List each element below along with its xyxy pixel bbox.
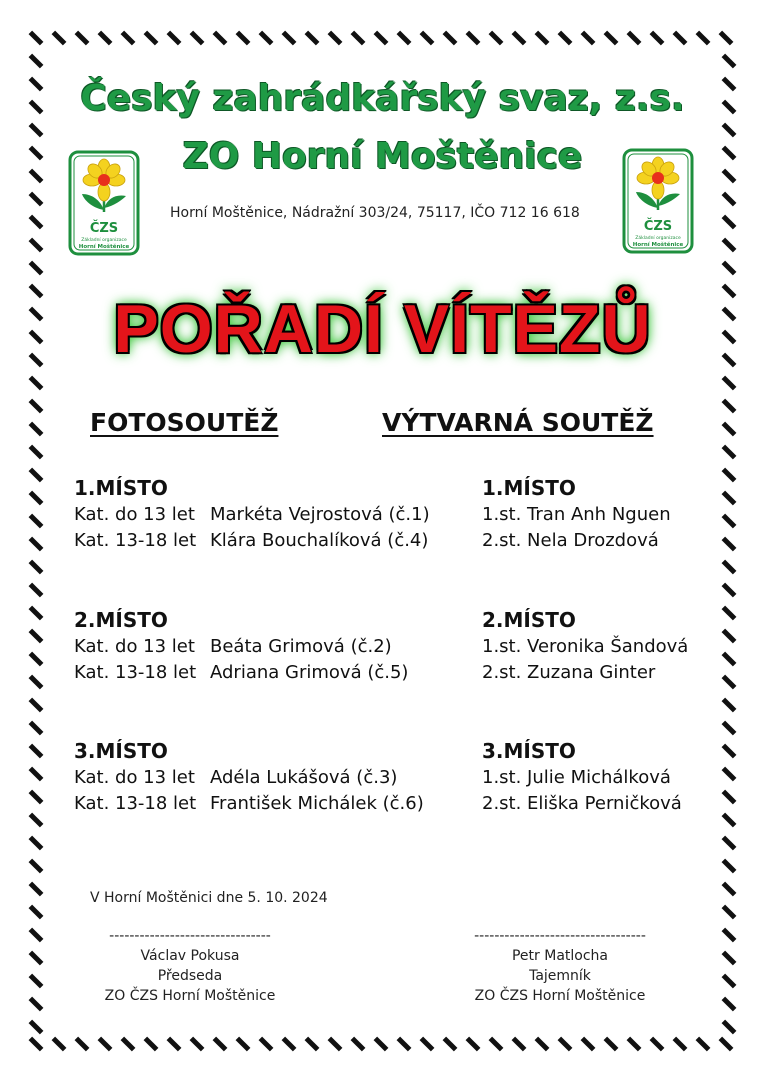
signer-name: Petr Matlocha [511, 948, 608, 964]
result-row [74, 502, 430, 528]
border-dash [650, 31, 665, 46]
border-dash [420, 1037, 435, 1052]
result-row [74, 634, 408, 660]
border-dash [722, 583, 737, 598]
border-dash [420, 31, 435, 46]
art-place-2 [482, 606, 688, 686]
border-dash [351, 31, 366, 46]
border-dash [351, 1037, 366, 1052]
border-dash [604, 1037, 619, 1052]
border-dash [722, 399, 737, 414]
border-dash [29, 491, 44, 506]
logo-caption-1: Základní organizace [635, 236, 681, 241]
border-dash [443, 1037, 458, 1052]
czs-logo-left [68, 150, 140, 256]
border-dash [29, 31, 44, 46]
logo-abbr: ČZS [643, 219, 673, 234]
border-dash [29, 836, 44, 851]
border-dash [52, 1037, 67, 1052]
border-dash [722, 790, 737, 805]
place-title: 1.MÍSTO [74, 476, 168, 500]
border-dash [75, 1037, 90, 1052]
signer-org: ZO ČZS Horní Moštěnice [104, 988, 276, 1004]
signature-line: ---------------------------------- [474, 928, 646, 944]
border-dash [29, 399, 44, 414]
border-dash [722, 1020, 737, 1035]
border-dash [29, 468, 44, 483]
border-dash [722, 836, 737, 851]
border-dash [29, 790, 44, 805]
art-place-1 [482, 474, 671, 554]
result-row [74, 791, 424, 817]
border-dash [535, 31, 550, 46]
signer-role: Tajemník [529, 968, 591, 984]
border-dash [722, 261, 737, 276]
border-dash [722, 767, 737, 782]
border-dash [581, 1037, 596, 1052]
result-row: 1.st. Tran Anh Nguen [482, 504, 671, 525]
border-dash [722, 468, 737, 483]
address-line: Horní Moštěnice, Nádražní 303/24, 75117, IČO 712 16 618 [170, 205, 580, 221]
border-dash [259, 31, 274, 46]
logo-caption-2: Horní Moštěnice [78, 244, 130, 250]
border-dash [673, 1037, 688, 1052]
place-title: 3.MÍSTO [482, 739, 576, 763]
border-dash [236, 31, 251, 46]
border-dash [52, 31, 67, 46]
border-dash [29, 215, 44, 230]
heading-photo-contest: FOTOSOUTĚŽ [90, 408, 279, 437]
result-row [74, 528, 430, 554]
border-dash [650, 1037, 665, 1052]
category: Kat. 13-18 let [74, 662, 197, 683]
border-dash [489, 1037, 504, 1052]
border-dash [213, 1037, 228, 1052]
winner-name: Markéta Vejrostová (č.1) [210, 504, 430, 525]
border-dash [29, 652, 44, 667]
place-title: 1.MÍSTO [482, 476, 576, 500]
border-dash [144, 1037, 159, 1052]
border-dash [558, 1037, 573, 1052]
border-dash [722, 606, 737, 621]
border-dash [29, 997, 44, 1012]
border-dash [167, 1037, 182, 1052]
photo-place-3 [74, 737, 424, 817]
logo-caption-2: Horní Moštěnice [632, 242, 684, 248]
border-dash [722, 882, 737, 897]
border-dash [29, 905, 44, 920]
border-dash [696, 31, 711, 46]
border-dash [259, 1037, 274, 1052]
border-dash [236, 1037, 251, 1052]
border-dash [722, 928, 737, 943]
border-dash [29, 261, 44, 276]
border-dash [29, 951, 44, 966]
border-dash [512, 1037, 527, 1052]
border-dash [722, 560, 737, 575]
border-dash [466, 1037, 481, 1052]
border-dash [167, 31, 182, 46]
photo-place-1 [74, 474, 430, 554]
winner-name: Beáta Grimová (č.2) [210, 636, 392, 657]
border-dash [722, 514, 737, 529]
border-dash [29, 974, 44, 989]
result-row [74, 660, 408, 686]
place-title: 2.MÍSTO [482, 608, 576, 632]
winner-name: František Michálek (č.6) [210, 793, 424, 814]
border-dash [627, 1037, 642, 1052]
border-dash [581, 31, 596, 46]
border-dash [29, 882, 44, 897]
winner-name: Adriana Grimová (č.5) [210, 662, 409, 683]
result-row: 2.st. Zuzana Ginter [482, 662, 656, 683]
border-dash [29, 813, 44, 828]
border-dash [604, 31, 619, 46]
border-dash [29, 859, 44, 874]
border-dash [29, 698, 44, 713]
border-dash [722, 238, 737, 253]
border-dash [722, 859, 737, 874]
border-dash [722, 698, 737, 713]
border-dash [29, 445, 44, 460]
border-dash [29, 1020, 44, 1035]
border-dash [722, 813, 737, 828]
border-dash [190, 31, 205, 46]
result-row: 2.st. Eliška Perničková [482, 793, 682, 814]
signer-role: Předseda [157, 968, 223, 984]
border-dash [722, 721, 737, 736]
border-dash [75, 31, 90, 46]
signer-name: Václav Pokusa [140, 948, 240, 964]
border-dash [397, 31, 412, 46]
art-place-3 [482, 737, 682, 817]
border-dash [29, 675, 44, 690]
border-dash [722, 652, 737, 667]
border-dash [466, 31, 481, 46]
border-dash [696, 1037, 711, 1052]
border-dash [29, 583, 44, 598]
signer-org: ZO ČZS Horní Moštěnice [474, 988, 646, 1004]
result-row: 1.st. Julie Michálková [482, 767, 671, 788]
border-dash [719, 31, 734, 46]
border-dash [282, 1037, 297, 1052]
border-dash [29, 721, 44, 736]
result-row [74, 765, 424, 791]
place-title: 2.MÍSTO [74, 608, 168, 632]
border-dash [722, 537, 737, 552]
border-dash [29, 560, 44, 575]
border-dash [722, 192, 737, 207]
category: Kat. do 13 let [74, 504, 195, 525]
czs-logo-right [622, 148, 694, 254]
border-dash [558, 31, 573, 46]
border-dash [722, 491, 737, 506]
border-dash [98, 31, 113, 46]
category: Kat. do 13 let [74, 767, 195, 788]
border-dash [489, 31, 504, 46]
border-dash [29, 376, 44, 391]
border-dash [121, 31, 136, 46]
border-dash [29, 238, 44, 253]
border-dash [397, 1037, 412, 1052]
result-row: 1.st. Veronika Šandová [482, 636, 689, 657]
border-dash [29, 928, 44, 943]
border-dash [722, 422, 737, 437]
border-dash [722, 629, 737, 644]
winner-name: Adéla Lukášová (č.3) [210, 767, 398, 788]
border-dash [29, 537, 44, 552]
heading-art-contest: VÝTVARNÁ SOUTĚŽ [382, 408, 654, 437]
border-dash [29, 767, 44, 782]
border-dash [627, 31, 642, 46]
place-title: 3.MÍSTO [74, 739, 168, 763]
border-dash [213, 31, 228, 46]
border-dash [512, 31, 527, 46]
border-dash [305, 31, 320, 46]
border-dash [722, 951, 737, 966]
result-row: 2.st. Nela Drozdová [482, 530, 659, 551]
border-dash [305, 1037, 320, 1052]
place-and-date: V Horní Moštěnici dne 5. 10. 2024 [90, 890, 328, 906]
border-dash [121, 1037, 136, 1052]
signature-line: -------------------------------- [109, 928, 271, 944]
border-dash [722, 376, 737, 391]
category: Kat. 13-18 let [74, 793, 197, 814]
border-dash [673, 31, 688, 46]
border-dash [722, 215, 737, 230]
border-dash [719, 1037, 734, 1052]
border-dash [29, 422, 44, 437]
border-dash [29, 514, 44, 529]
border-dash [722, 974, 737, 989]
winner-name: Klára Bouchalíková (č.4) [210, 530, 429, 551]
border-dash [722, 997, 737, 1012]
border-dash [722, 675, 737, 690]
border-dash [374, 1037, 389, 1052]
category: Kat. do 13 let [74, 636, 195, 657]
border-dash [29, 629, 44, 644]
border-dash [29, 606, 44, 621]
signature-chairman [80, 926, 300, 1006]
border-dash [29, 1037, 44, 1052]
main-title: POŘADÍ VÍTĚZŮ [113, 291, 652, 367]
photo-place-2 [74, 606, 408, 686]
border-dash [535, 1037, 550, 1052]
border-dash [328, 1037, 343, 1052]
signature-secretary [448, 926, 672, 1006]
border-dash [144, 31, 159, 46]
border-dash [190, 1037, 205, 1052]
logo-abbr: ČZS [89, 221, 119, 236]
border-dash [722, 54, 737, 69]
border-dash [443, 31, 458, 46]
border-dash [374, 31, 389, 46]
border-dash [29, 54, 44, 69]
border-dash [722, 445, 737, 460]
border-dash [282, 31, 297, 46]
logo-caption-1: Základní organizace [81, 238, 127, 243]
organization-branch: ZO Horní Moštěnice [182, 136, 583, 177]
border-dash [328, 31, 343, 46]
border-dash [98, 1037, 113, 1052]
border-dash [29, 192, 44, 207]
category: Kat. 13-18 let [74, 530, 197, 551]
border-dash [29, 744, 44, 759]
border-dash [722, 744, 737, 759]
border-dash [722, 905, 737, 920]
organization-name: Český zahrádkářský svaz, z.s. [80, 78, 685, 119]
